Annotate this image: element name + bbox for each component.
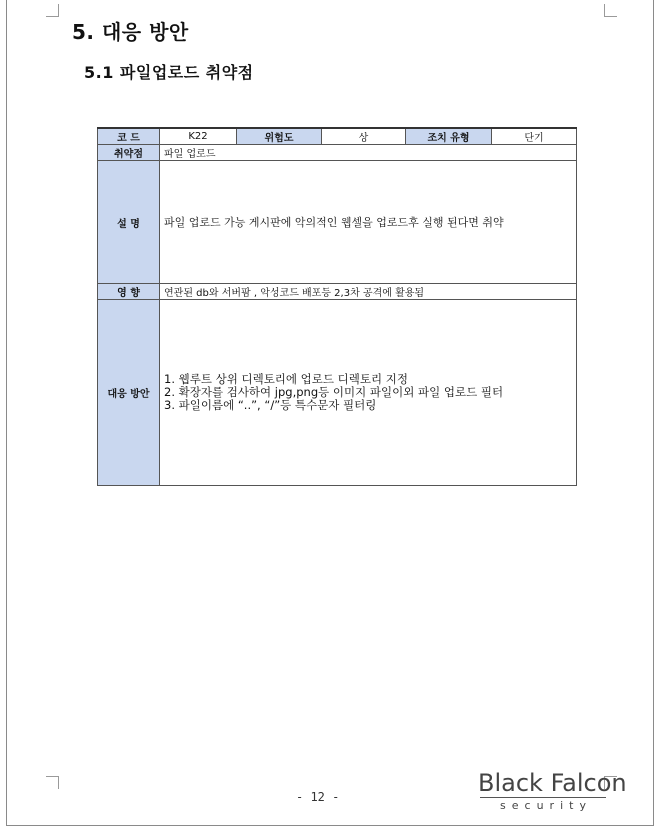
- desc-label: 설 명: [98, 161, 160, 284]
- section-subtitle: 5.1 파일업로드 취약점: [84, 63, 254, 82]
- section-title: 5. 대응 방안: [72, 20, 189, 44]
- response-item: 3. 파일이름에 “..”, “/”등 특수문자 필터링: [164, 398, 377, 412]
- crop-mark-bottom-left: [46, 776, 59, 789]
- risk-value: 상: [322, 128, 406, 145]
- response-item: 2. 확장자를 검사하여 jpg,png등 이미지 파일이외 파일 업로드 필터: [164, 385, 504, 399]
- impact-value: 연관된 db와 서버팜 , 악성코드 배포등 2,3차 공격에 활용됨: [160, 284, 577, 300]
- crop-mark-top-left: [46, 4, 59, 17]
- code-value: K22: [160, 128, 237, 145]
- logo-sub-text: security: [500, 799, 592, 812]
- company-logo: [478, 769, 627, 812]
- desc-value: 파일 업로드 가능 게시판에 악의적인 웹셀을 업로드후 실행 된다면 취약: [160, 161, 577, 284]
- table-row-vulnerability: [98, 145, 577, 161]
- vulnerability-table: [97, 127, 577, 486]
- risk-label: 위험도: [237, 128, 322, 145]
- table-row-impact: [98, 284, 577, 300]
- response-label: 대응 방안: [98, 300, 160, 486]
- response-item: 1. 웹루트 상위 디렉토리에 업로드 디렉토리 지정: [164, 372, 408, 386]
- code-label: 코 드: [98, 128, 160, 145]
- logo-divider: [480, 797, 606, 798]
- response-list: [160, 300, 577, 486]
- logo-main-text: Black Falcon: [478, 769, 627, 797]
- table-row-description: [98, 161, 577, 284]
- action-type-label: 조치 유형: [406, 128, 492, 145]
- vuln-label: 취약점: [98, 145, 160, 161]
- page-number: - 12 -: [296, 790, 340, 804]
- table-row-response: [98, 300, 577, 486]
- crop-mark-top-right: [604, 4, 617, 17]
- table-row-code: [98, 128, 577, 145]
- vuln-value: 파일 업로드: [160, 145, 577, 161]
- action-type-value: 단기: [492, 128, 577, 145]
- impact-label: 영 향: [98, 284, 160, 300]
